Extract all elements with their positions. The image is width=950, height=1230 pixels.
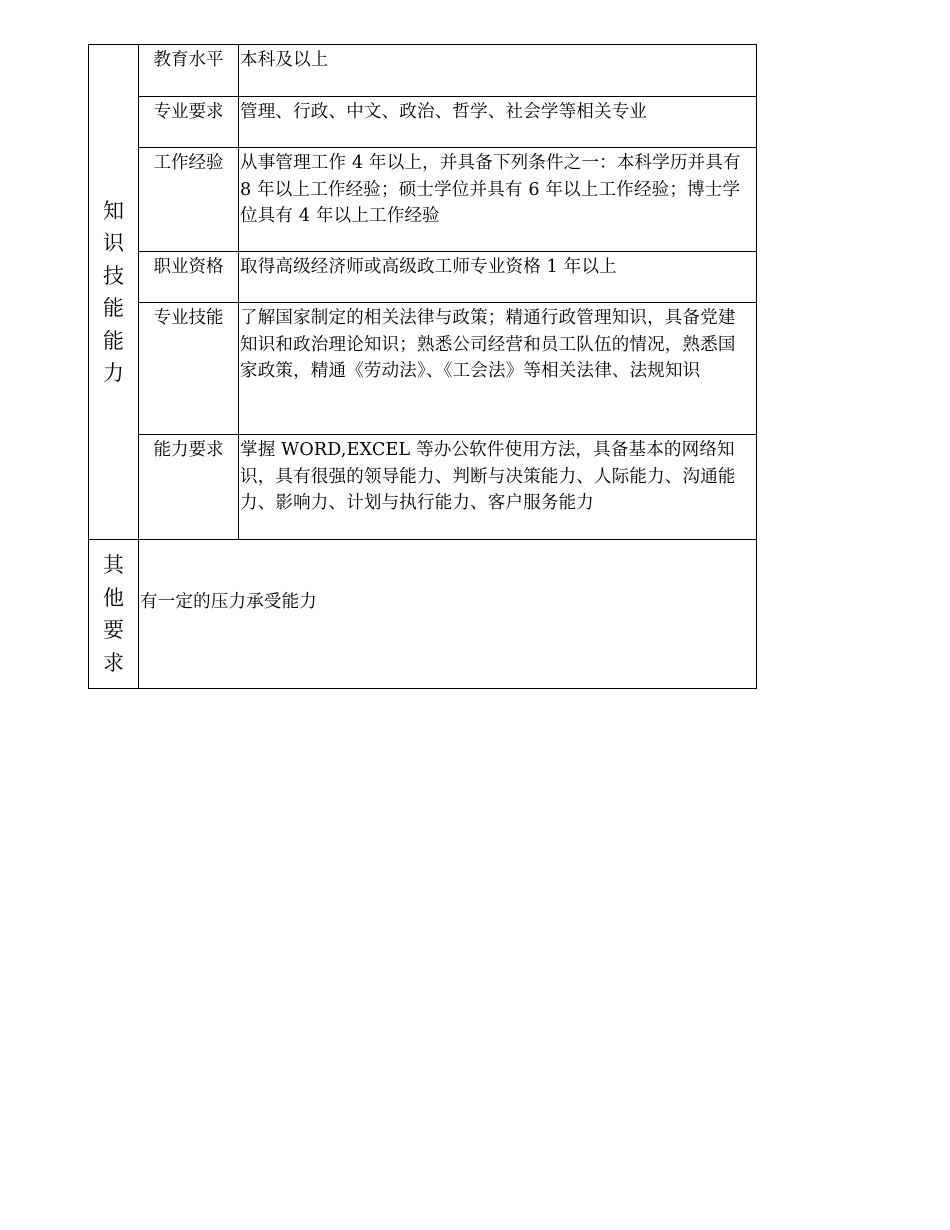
- section-other-cell: [89, 540, 139, 689]
- row-label-major: 专业要求: [139, 97, 239, 148]
- table-row-education: [89, 45, 757, 97]
- section-knowledge-cell: [89, 45, 139, 540]
- row-label-ability: 能力要求: [139, 435, 239, 540]
- row-content-education: 本科及以上: [239, 45, 757, 97]
- row-label-education: 教育水平: [139, 45, 239, 97]
- row-label-qualification: 职业资格: [139, 252, 239, 303]
- row-content-qualification: 取得高级经济师或高级政工师专业资格 1 年以上: [239, 252, 757, 303]
- row-content-skills: 了解国家制定的相关法律与政策；精通行政管理知识，具备党建知识和政治理论知识；熟悉公司经营和员工队伍的情况，熟悉国家政策，精通《劳动法》、《工会法》等相关法律、法规知识: [239, 303, 757, 435]
- other-requirements-content: 有一定的压力承受能力: [139, 540, 757, 689]
- section-other-label: 其他要求: [103, 553, 124, 675]
- row-content-major: 管理、行政、中文、政治、哲学、社会学等相关专业: [239, 97, 757, 148]
- row-label-experience: 工作经验: [139, 148, 239, 252]
- table-row-ability: [89, 435, 757, 540]
- row-content-ability: 掌握 WORD,EXCEL 等办公软件使用方法，具备基本的网络知识，具有很强的领导能力、判断与决策能力、人际能力、沟通能力、影响力、计划与执行能力、客户服务能力: [239, 435, 757, 540]
- row-content-experience: 从事管理工作 4 年以上，并具备下列条件之一：本科学历并具有 8 年以上工作经验；硕士学位并具有 6 年以上工作经验；博士学位具有 4 年以上工作经验: [239, 148, 757, 252]
- section-knowledge-label: 知识技能能力: [103, 198, 124, 385]
- table-row-skills: [89, 303, 757, 435]
- job-requirements-table: [88, 44, 757, 689]
- row-label-skills: 专业技能: [139, 303, 239, 435]
- table-row-other: [89, 540, 757, 689]
- table-row-qualification: [89, 252, 757, 303]
- table-row-experience: [89, 148, 757, 252]
- table-row-major: [89, 97, 757, 148]
